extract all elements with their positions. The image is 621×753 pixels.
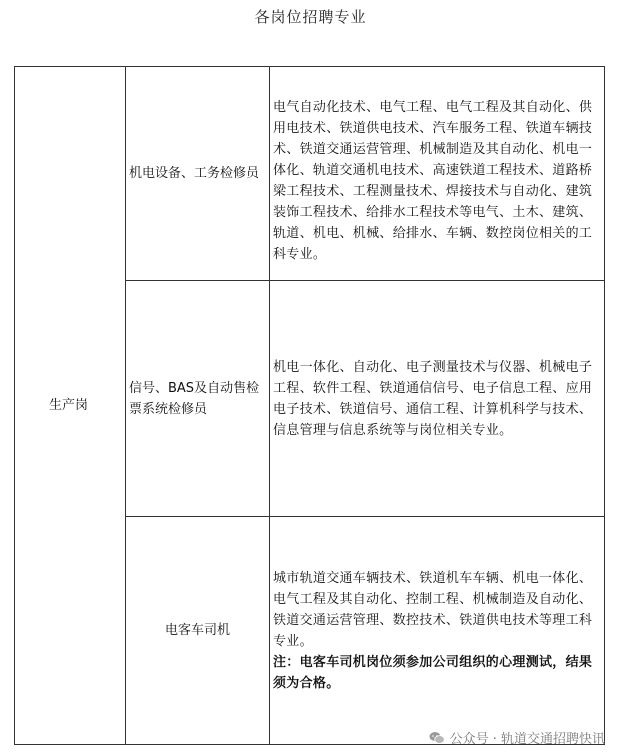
requirements-cell	[270, 517, 605, 745]
position-cell: 电客车司机	[126, 517, 270, 745]
recruitment-table	[14, 66, 605, 745]
requirements-text: 城市轨道交通车辆技术、铁道机车车辆、机电一体化、电气工程及其自动化、控制工程、机械制造及自动化、铁道交通运营管理、数控技术、铁道供电技术等理工科专业。	[273, 570, 593, 649]
table-row	[15, 67, 605, 281]
requirements-note: 注：电客车司机岗位须参加公司组织的心理测试，结果须为合格。	[273, 654, 593, 691]
page-title: 各岗位招聘专业	[254, 8, 367, 26]
requirements-cell: 机电一体化、自动化、电子测量技术与仪器、机械电子工程、软件工程、铁道通信信号、电子信息工程、应用电子技术、铁道信号、通信工程、计算机科学与技术、信息管理与信息系统等与岗位相关专业。	[270, 281, 605, 517]
position-cell: 信号、BAS及自动售检票系统检修员	[126, 281, 270, 517]
watermark	[429, 728, 605, 747]
category-cell: 生产岗	[15, 67, 126, 745]
watermark-text: 公众号 · 轨道交通招聘快讯	[449, 732, 605, 747]
requirements-cell: 电气自动化技术、电气工程、电气工程及其自动化、供用电技术、铁道供电技术、汽车服务工程、铁道车辆技术、铁道交通运营管理、机械制造及其自动化、机电一体化、轨道交通机电技术、高速铁道工程技术、道路桥梁工程技术、工程测量技术、焊接技术与自动化、建筑装饰工程技术、给排水工程技术等电气、土木、建筑、轨道、机电、机械、给排水、车辆、数控岗位相关的工科专业。	[270, 67, 605, 281]
wechat-icon	[429, 731, 445, 745]
position-cell: 机电设备、工务检修员	[126, 67, 270, 281]
